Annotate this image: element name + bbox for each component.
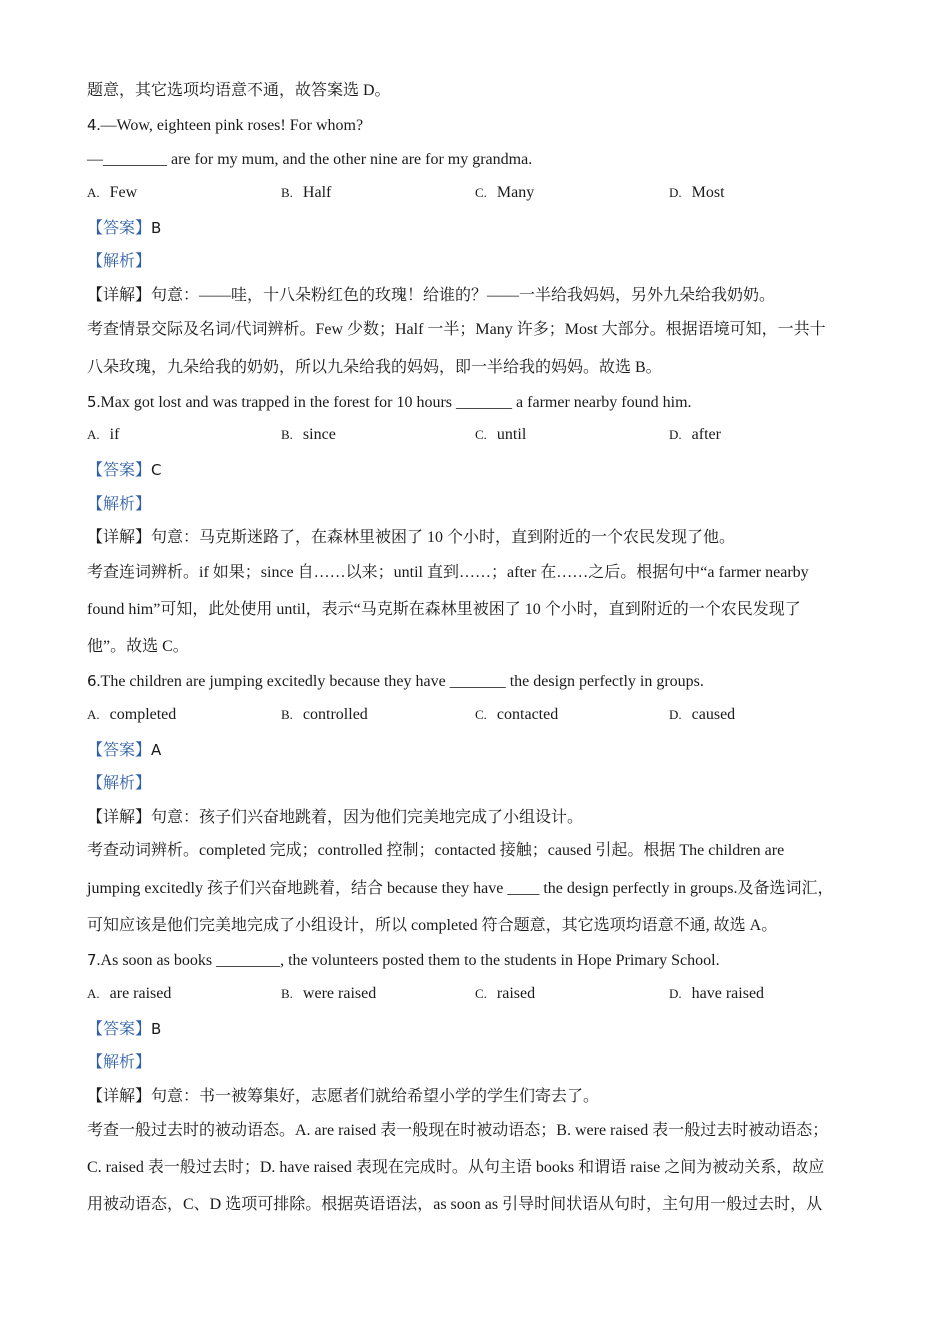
q7-detail: 【详解】句意：书一被筹集好，志愿者们就给希望小学的学生们寄去了。 [87,1088,600,1105]
q6-explain-2: jumping excitedly 孩子们兴奋地跳着，结合 because they have ____ the design perfectly in groups.及备选词汇， [87,880,834,897]
q4-option-c[interactable]: C. Many [475,184,535,201]
q6-stem: 6.The children are jumping excitedly because they have _______ the design perfectly in groups. [87,672,704,690]
q7-options [87,985,867,1007]
q5-option-d[interactable]: D. after [669,426,721,443]
q7-option-a[interactable]: A. are raised [87,985,172,1002]
q6-answer-value: A [151,741,162,759]
q5-answer: 【答案】C [87,461,162,479]
q6-option-c[interactable]: C. contacted [475,706,559,723]
q7-explain-2: C. raised 表一般过去时；D. have raised 表现在完成时。从句主语 books 和谓语 raise 之间为被动关系，故应 [87,1159,825,1176]
q7-option-d[interactable]: D. have raised [669,985,765,1002]
q4-option-a[interactable]: A. Few [87,184,138,201]
q7-number: 7 [87,951,97,969]
q6-analysis-label: 【解析】 [87,775,152,792]
q6-explain-1: 考查动词辨析。completed 完成；controlled 控制；contacted 接触；caused 引起。根据 The children are [87,842,785,859]
q4-number: 4 [87,116,97,134]
q4-option-d[interactable]: D. Most [669,184,725,201]
q7-answer: 【答案】B [87,1020,162,1038]
q5-option-a[interactable]: A. if [87,426,120,443]
q6-explain-3: 可知应该是他们完美地完成了小组设计，所以 completed 符合题意，其它选项均语意不通, 故选 A。 [87,917,778,934]
q4-answer: 【答案】B [87,219,162,237]
q7-option-b[interactable]: B. were raised [281,985,377,1002]
q4-stem-line2: —________ are for my mum, and the other nine are for my grandma. [87,151,533,168]
q5-explain-3: 他”。故选 C。 [87,638,189,655]
q5-explain-2: found him”可知，此处使用 until，表示“马克斯在森林里被困了 10 个小时，直到附近的一个农民发现了 [87,601,801,618]
q5-analysis-label: 【解析】 [87,496,152,513]
q6-option-d[interactable]: D. caused [669,706,736,723]
q5-detail: 【详解】句意：马克斯迷路了，在森林里被困了 10 个小时，直到附近的一个农民发现了他。 [87,529,736,546]
q7-explain-3: 用被动语态，C、D 选项可排除。根据英语语法，as soon as 引导时间状语从句时，主句用一般过去时，从 [87,1196,823,1213]
q6-option-a[interactable]: A. completed [87,706,177,723]
q4-analysis-label: 【解析】 [87,253,152,270]
q4-options [87,184,867,206]
q7-analysis-label: 【解析】 [87,1054,152,1071]
q7-explain-1: 考查一般过去时的被动语态。A. are raised 表一般现在时被动语态；B. were raised 表一般过去时被动语态； [87,1122,829,1139]
q4-detail: 【详解】句意：——哇，十八朵粉红色的玫瑰！给谁的？——一半给我妈妈，另外九朵给我奶奶。 [87,287,776,304]
q5-option-b[interactable]: B. since [281,426,336,443]
q4-option-b[interactable]: B. Half [281,184,332,201]
q4-explain-1: 考查情景交际及名词/代词辨析。Few 少数；Half 一半；Many 许多；Most 大部分。根据语境可知，一共十 [87,321,826,338]
q4-explain-2: 八朵玫瑰，九朵给我的奶奶，所以九朵给我的妈妈，即一半给我的妈妈。故选 B。 [87,359,662,376]
q5-explain-1: 考查连词辨析。if 如果；since 自……以来；until 直到……；after 在……之后。根据句中“a farmer nearby [87,564,809,581]
intro-text: 题意，其它选项均语意不通，故答案选 D。 [87,82,391,99]
q7-option-c[interactable]: C. raised [475,985,536,1002]
q4-stem: 4.—Wow, eighteen pink roses! For whom? [87,116,364,134]
q6-number: 6 [87,672,97,690]
q6-options [87,706,867,728]
q5-answer-value: C [151,461,162,479]
q7-stem: 7.As soon as books ________, the volunteers posted them to the students in Hope Primary School. [87,951,720,969]
q6-detail: 【详解】句意：孩子们兴奋地跳着，因为他们完美地完成了小组设计。 [87,809,584,826]
q7-answer-value: B [151,1020,162,1038]
q6-answer: 【答案】A [87,741,162,759]
q4-answer-value: B [151,219,162,237]
q6-option-b[interactable]: B. controlled [281,706,368,723]
q5-options [87,426,867,448]
q5-number: 5 [87,393,97,411]
q5-option-c[interactable]: C. until [475,426,527,443]
q5-stem: 5.Max got lost and was trapped in the forest for 10 hours _______ a farmer nearby found him. [87,393,692,411]
